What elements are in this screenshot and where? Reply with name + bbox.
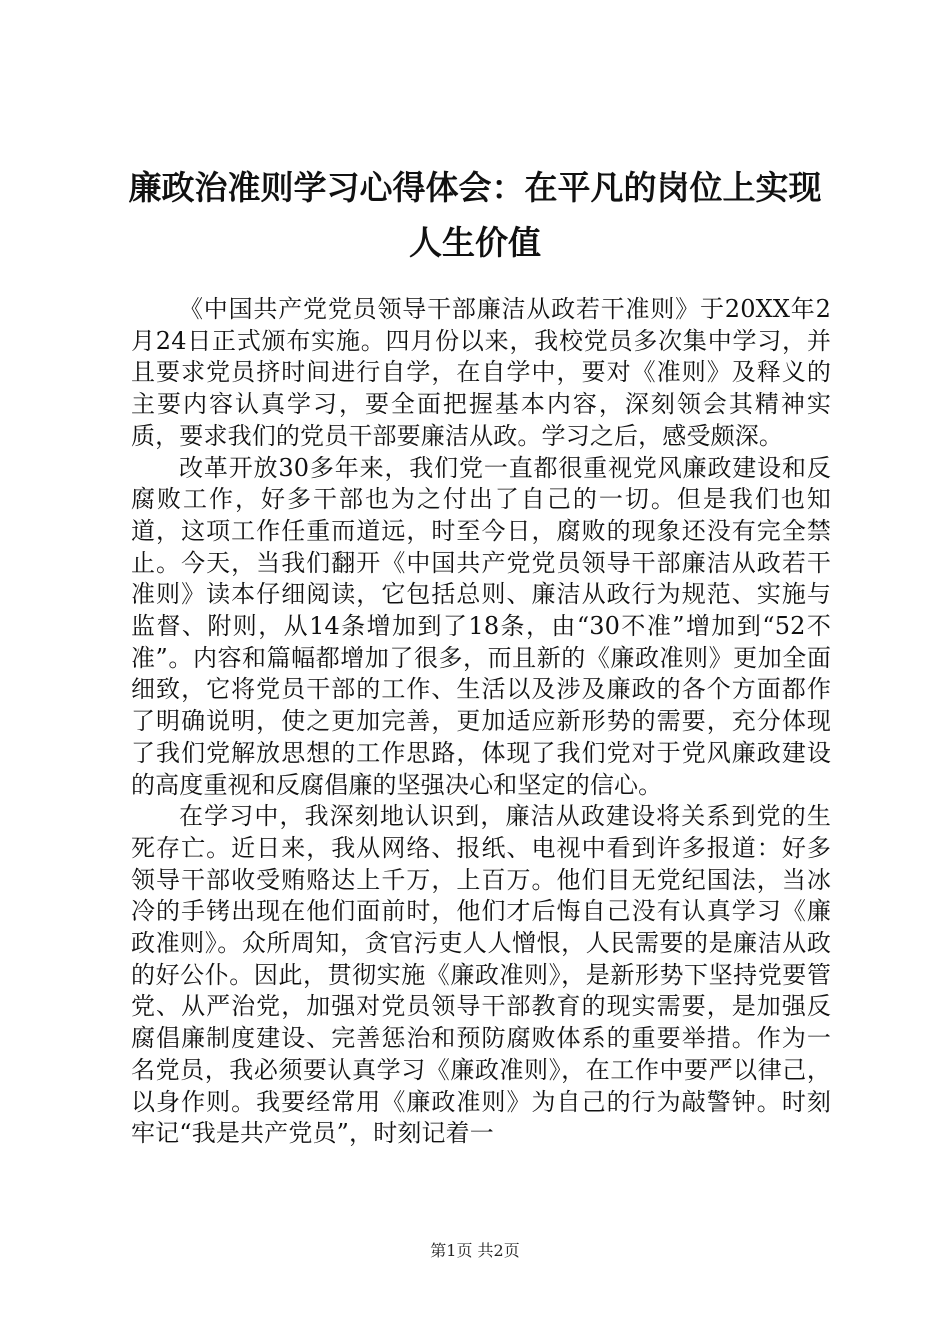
paragraph: 《中国共产党党员领导干部廉洁从政若干准则》于20XX年2月24日正式颁布实施。四月份以来，我校党员多次集中学习，并且要求党员挤时间进行自学，在自学中，要对《准则》及释义的主要内容认真学习，要全面把握基本内容，深刻领会其精神实质，要求我们的党员干部要廉洁从政。学习之后，感受颇深。 — [131, 295, 831, 450]
paragraph: 改革开放30多年来，我们党一直都很重视党风廉政建设和反腐败工作，好多干部也为之付出了自己的一切。但是我们也知道，这项工作任重而道远，时至今日，腐败的现象还没有完全禁止。今天，当我们翻开《中国共产党党员领导干部廉洁从政若干准则》读本仔细阅读，它包括总则、廉洁从政行为规范、实施与监督、附则，从14条增加到了18条，由“30不准”增加到“52不准”。内容和篇幅都增加了很多，而且新的《廉政准则》更加全面细致，它将党员干部的工作、生活以及涉及廉政的各个方面都作了明确说明，使之更加完善，更加适应新形势的需要，充分体现了我们党解放思想的工作思路，体现了我们党对于党风廉政建设的高度重视和反腐倡廉的坚强决心和坚定的信心。 — [131, 453, 831, 799]
page-number-footer: 第1页 共2页 — [430, 1241, 520, 1260]
paragraph: 在学习中，我深刻地认识到，廉洁从政建设将关系到党的生死存亡。近日来，我从网络、报纸、电视中看到许多报道：好多领导干部收受贿赂达上千万，上百万。他们目无党纪国法，当冰冷的手铐出现在他们面前时，他们才后悔自己没有认真学习《廉政准则》。众所周知，贪官污吏人人憎恨，人民需要的是廉洁从政的好公仆。因此，贯彻实施《廉政准则》，是新形势下坚持党要管党、从严治党，加强对党员领导干部教育的现实需要，是加强反腐倡廉制度建设、完善惩治和预防腐败体系的重要举措。作为一名党员，我必须要认真学习《廉政准则》，在工作中要严以律己，以身作则。我要经常用《廉政准则》为自己的行为敲警钟。时刻牢记“我是共产党员”，时刻记着一 — [131, 802, 831, 1148]
document-title: 廉政治准则学习心得体会：在平凡的岗位上实现人生价值 — [128, 168, 822, 262]
document-body — [131, 294, 831, 1150]
